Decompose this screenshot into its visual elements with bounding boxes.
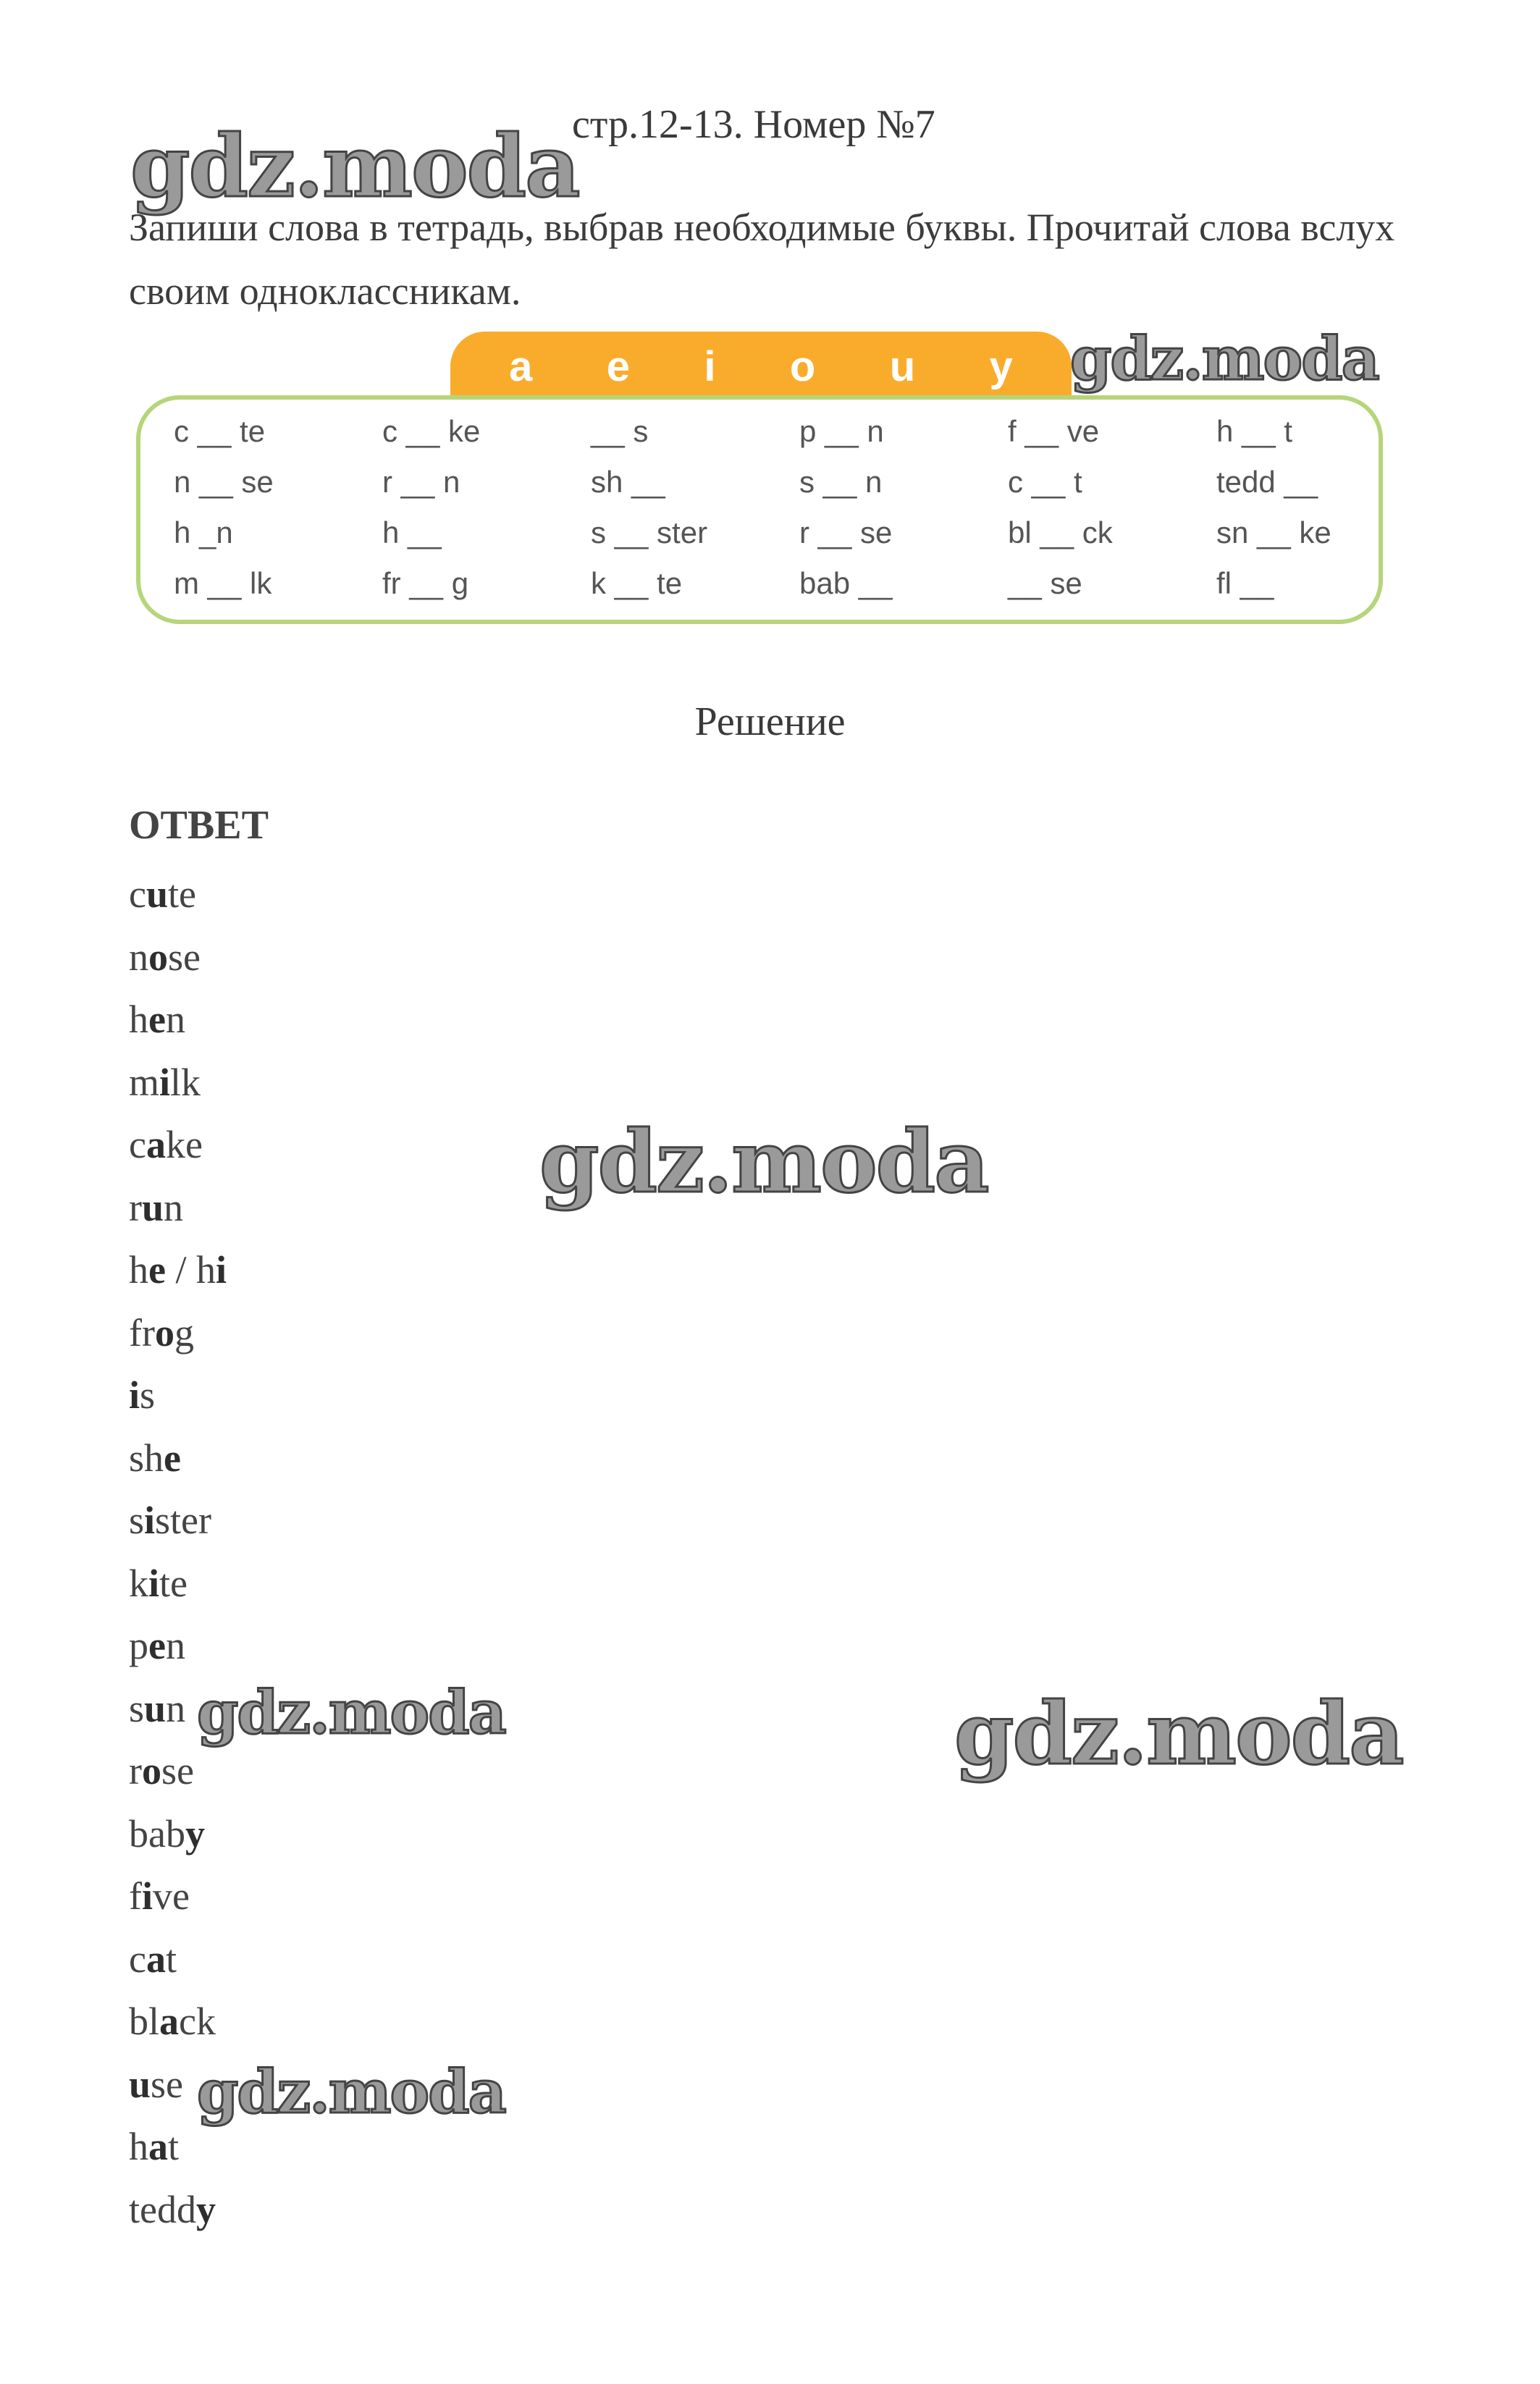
word-part: c	[129, 1123, 146, 1166]
answer-word	[129, 1990, 227, 2053]
inserted-letter: i	[159, 1060, 171, 1104]
gap-word: fr __ g	[382, 566, 469, 600]
word-part: n	[165, 1624, 185, 1667]
gap-word: __ se	[1008, 566, 1082, 600]
word-part: / h	[165, 1248, 216, 1292]
watermark: gdz.moda	[539, 1111, 988, 1212]
watermark: gdz.moda	[197, 1678, 505, 1748]
gap-word: f __ ve	[1008, 414, 1100, 448]
answer-word	[129, 1051, 227, 1114]
inserted-letter: a	[159, 2000, 180, 2043]
word-part: fr	[129, 1310, 155, 1355]
solution-heading: Решение	[694, 699, 846, 744]
answer-word	[129, 1364, 227, 1427]
word-part: c	[129, 1937, 146, 1981]
word-part: h	[129, 2125, 148, 2168]
inserted-letter: e	[148, 1248, 166, 1292]
word-part: te	[168, 872, 196, 916]
inserted-letter: u	[141, 1185, 164, 1229]
word-part: s	[129, 1686, 145, 1730]
inserted-letter: u	[146, 872, 169, 916]
word-part: n	[129, 935, 148, 979]
vowel-tab	[450, 332, 1072, 401]
vowel-letter: o	[789, 342, 816, 390]
gap-word: k __ te	[591, 566, 683, 600]
gap-word: tedd __	[1216, 465, 1318, 499]
answer-word	[129, 1489, 227, 1552]
word-part: se	[151, 2062, 184, 2106]
gap-word: r __ n	[382, 465, 460, 499]
task-text: Запиши слова в тетрадь, выбрав необходимые буквы. Прочитай слова вслух своим одноклассникам.	[129, 206, 1395, 313]
gap-word: s __ n	[799, 465, 883, 499]
inserted-letter: i	[148, 1561, 160, 1605]
answer-word	[129, 1239, 227, 1302]
inserted-letter: u	[144, 1686, 167, 1730]
inserted-letter: a	[146, 1123, 166, 1166]
word-part: r	[129, 1185, 142, 1229]
inserted-letter: a	[148, 2125, 168, 2168]
gap-word: m __ lk	[174, 566, 272, 600]
word-part: se	[161, 1749, 194, 1793]
word-part: g	[174, 1310, 194, 1355]
word-part: ster	[155, 1499, 211, 1542]
vowel-letter: u	[889, 342, 916, 390]
word-part: k	[129, 1561, 148, 1605]
word-part: f	[129, 1874, 142, 1918]
answer-list	[129, 863, 227, 2241]
gap-word: fl __	[1216, 566, 1274, 600]
gap-word: h __	[382, 515, 442, 549]
word-part: ke	[165, 1123, 203, 1166]
answer-word	[129, 1176, 227, 1239]
inserted-letter: i	[141, 1874, 153, 1918]
inserted-letter: y	[195, 2187, 216, 2231]
inserted-letter: u	[129, 2062, 151, 2106]
answer-word	[129, 1740, 227, 1803]
answer-word	[129, 1302, 227, 1365]
word-part: t	[168, 2125, 180, 2168]
answer-word	[129, 2178, 227, 2241]
vowel-letter: a	[509, 342, 533, 390]
word-part: h	[129, 1248, 148, 1292]
page-header: стр.12-13. Номер №7	[572, 102, 935, 147]
gap-word: sn __ ke	[1216, 515, 1331, 549]
answer-word	[129, 1552, 227, 1615]
inserted-letter: a	[146, 1937, 166, 1981]
gap-word: p __ n	[799, 414, 884, 448]
answer-heading: ОТВЕТ	[129, 803, 269, 848]
word-part: t	[165, 1937, 177, 1981]
inserted-letter: y	[185, 1811, 205, 1856]
inserted-letter: i	[129, 1373, 140, 1417]
word-grid	[174, 414, 1361, 617]
word-part: m	[129, 1060, 160, 1104]
answer-word	[129, 1614, 227, 1677]
gap-word: c __ te	[174, 414, 266, 448]
answer-word	[129, 1427, 227, 1490]
answer-word	[129, 988, 227, 1051]
word-part: bl	[129, 2000, 160, 2043]
gap-word: h __ t	[1216, 414, 1293, 448]
word-part: n	[165, 998, 185, 1041]
word-part: r	[129, 1749, 142, 1793]
gap-word: n __ se	[174, 465, 274, 499]
watermark: gdz.moda	[1070, 324, 1379, 394]
inserted-letter: o	[148, 935, 168, 979]
gap-word: c __ ke	[382, 414, 481, 448]
gap-word: sh __	[591, 465, 665, 499]
inserted-letter: o	[154, 1310, 174, 1355]
inserted-letter: e	[148, 998, 166, 1041]
gap-word: c __ t	[1008, 465, 1082, 499]
word-part: te	[159, 1561, 188, 1605]
inserted-letter: i	[215, 1248, 227, 1292]
vowel-letter: e	[606, 342, 631, 390]
word-part: n	[166, 1686, 186, 1730]
word-part: h	[129, 998, 148, 1041]
answer-word	[129, 926, 227, 989]
gap-word: bl __ ck	[1008, 515, 1113, 549]
answer-word	[129, 1928, 227, 1991]
watermark: gdz.moda	[130, 116, 579, 216]
word-part: ck	[179, 2000, 216, 2043]
answer-word	[129, 1803, 227, 1866]
word-part: se	[168, 935, 201, 979]
gap-word: bab __	[799, 566, 893, 600]
word-part: s	[129, 1499, 145, 1542]
word-part: p	[129, 1624, 148, 1667]
inserted-letter: o	[141, 1749, 161, 1793]
inserted-letter: e	[164, 1436, 181, 1480]
inserted-letter: i	[144, 1499, 156, 1542]
word-part: bab	[129, 1811, 185, 1856]
word-part: n	[164, 1185, 184, 1229]
gap-word: r __ se	[799, 515, 893, 549]
vowel-letter: i	[704, 342, 716, 390]
word-part: tedd	[129, 2187, 196, 2231]
answer-word	[129, 1113, 227, 1176]
answer-word	[129, 863, 227, 926]
vowel-letter: y	[989, 342, 1013, 390]
gap-word: __ s	[591, 414, 649, 448]
watermark: gdz.moda	[197, 2057, 505, 2127]
answer-word	[129, 1865, 227, 1928]
word-part: c	[129, 872, 146, 916]
word-part: ve	[153, 1874, 190, 1918]
gap-word: s __ ster	[591, 515, 708, 549]
word-part: lk	[170, 1060, 201, 1104]
word-part: sh	[129, 1436, 164, 1480]
gap-word: h _n	[174, 515, 233, 549]
word-part: s	[140, 1373, 156, 1417]
inserted-letter: e	[148, 1624, 166, 1667]
watermark: gdz.moda	[954, 1683, 1403, 1784]
